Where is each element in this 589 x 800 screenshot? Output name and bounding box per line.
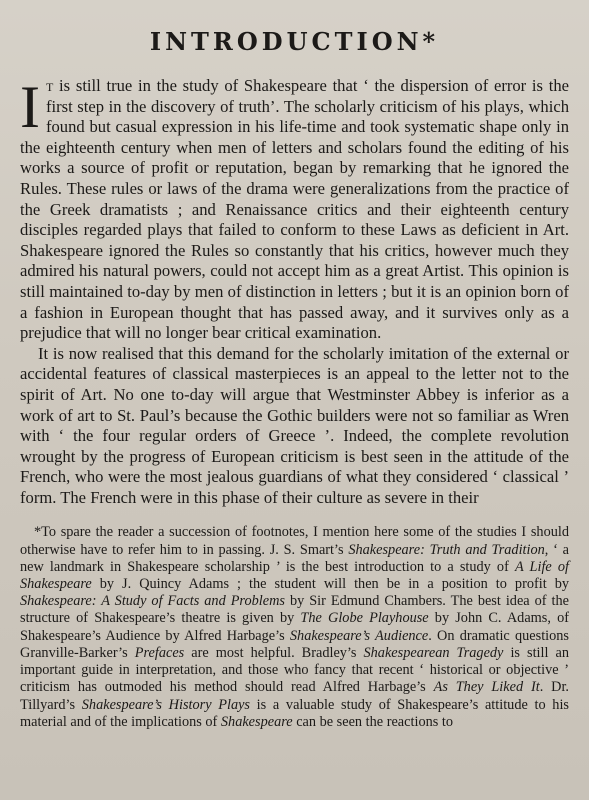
paragraph-2: It is now realised that this demand for the scholarly imitation of the external or accidental features of classical masterpieces is an appeal to the letter not to the spirit of Art. No one to-day will argue that Westminster Abbey is inferior as a work of art to St. Paul’s because the Gothic builders were not so familiar as Wren with ‘ the four regular orders of Greece ’. Indeed, the complete revolution wrought by the progress of European criticism is best seen in the attitude of the French, who were the most jealous guardians of what they considered ‘ classical ’ form. The French were in this phase of their culture as severe in their [20, 343, 569, 507]
footnote-title: Shakespeare’s History Plays [81, 696, 250, 713]
drop-cap: I [20, 74, 40, 140]
page-title: INTRODUCTION* [149, 27, 440, 56]
footnote-title: Shakespeare: Truth and Tradition [348, 541, 545, 558]
footnote-text: , ‘ a new landmark in Shakespeare scholarship ’ is the best introduction to a study of [20, 541, 569, 575]
footnote-text: by J. Quincy Adams ; the student will then be in a position to profit by [91, 576, 569, 593]
footnote-title: The Globe Playhouse [300, 610, 429, 627]
footnote-text: *To spare the reader a succession of footnotes, I mention here some of the studies I should otherwise have to refer him to in passing. J. S. Smart’s [20, 524, 569, 558]
footnote-text: . Dr. Tillyard’s [20, 679, 569, 713]
paragraph-1-text: is still true in the study of Shakespeare that ‘ the dispersion of error is the first step in the discovery of truth’. The scholarly criticism of his plays, which found but casual expression in his life-time and took systematic shape only in the eighteenth century when men of letters and scholars found the editing of his works a source of profit or reputation, began by remarking that he ignored the Rules. These rules or laws of the drama were generalizations from the practice of the Greek dramatists ; and Renaissance critics and their eighteenth century disciples regarded plays that failed to conform to these Laws as deficient in Art. Shakespeare ignored the Rules so constantly that his critics, however much they admired his natural powers, could not accept him as a great Artist. This opinion is still maintained to-day by men of distinction in letters ; but it is an opinion born of a fashion in European thought that has passed away, and it survives only as a prejudice that will no longer bear critical examination. [20, 76, 569, 343]
footnote-text: are most helpful. Bradley’s [184, 644, 364, 661]
footnote-title: Shakespeare’s Audience [289, 627, 429, 644]
footnote-text: is still an important guide in interpretation, and those who fancy that recent ‘ historical or objective ’ criticism has outmoded his method should read Alfred Harbage’s [20, 644, 569, 696]
footnote-title: As They Liked It [433, 679, 540, 696]
footnote [20, 524, 569, 730]
footnote-title: Shakespeare [220, 713, 293, 730]
footnote-title: Shakespearean Tragedy [363, 644, 504, 661]
footnote-title: Prefaces [134, 644, 185, 661]
footnote-title: Shakespeare: A Study of Facts and Problems [20, 593, 285, 610]
footnote-title: A Life of Shakespeare [20, 558, 569, 593]
footnote-text: by John C. Adams, of Shakespeare’s Audience by Alfred Harbage’s [20, 610, 569, 644]
drop-cap-lead: t [45, 76, 54, 95]
paragraph-1 [20, 76, 569, 344]
footnote-text: by Sir Edmund Chambers. The best idea of the structure of Shakespeare’s theatre is given by [20, 593, 569, 627]
footnote-text: is a valuable study of Shakespeare’s attitude to his material and of the implications of [20, 696, 569, 730]
footnote-text: . On dramatic questions Granville-Barker’s [20, 627, 569, 661]
footnote-text: can be seen the reactions to [292, 713, 453, 730]
